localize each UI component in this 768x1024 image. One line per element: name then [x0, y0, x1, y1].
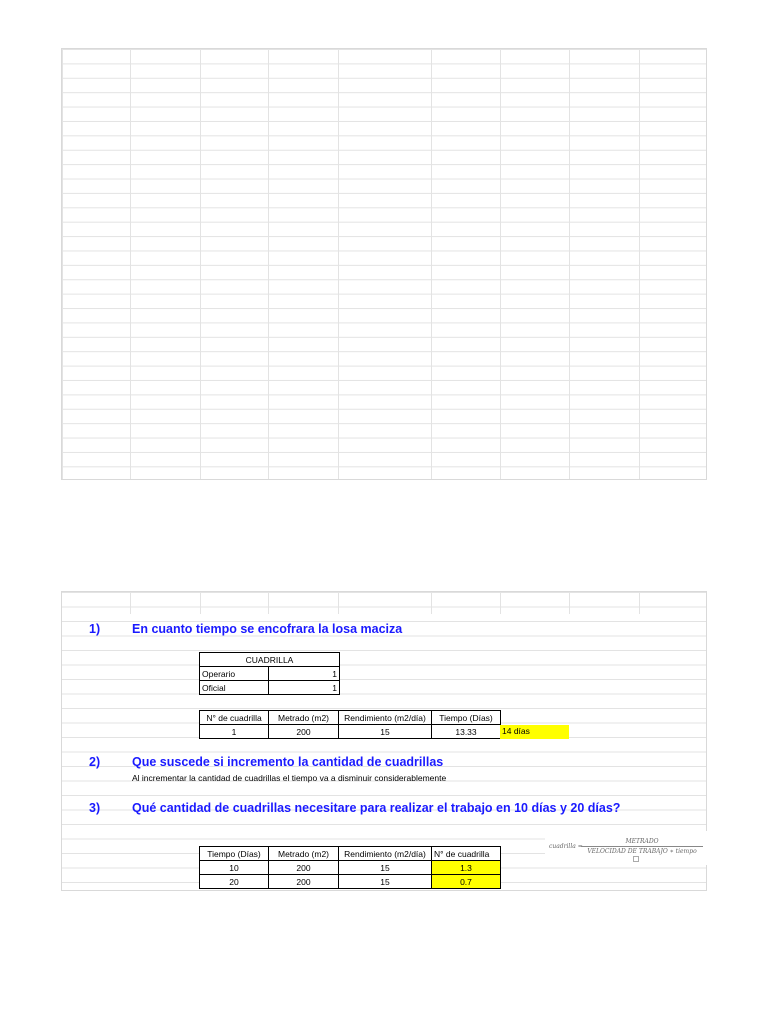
table-row [200, 681, 340, 695]
table-row [200, 667, 340, 681]
result-highlight: 14 días [500, 725, 569, 739]
question-1-number: 1) [89, 622, 101, 636]
cuadrilla-table [199, 652, 340, 695]
table-cell: 15 [339, 861, 432, 875]
table-cell: 15 [339, 875, 432, 889]
column-header: Metrado (m2) [269, 847, 339, 861]
question-1-text: En cuanto tiempo se encofrara la losa maciza [132, 622, 403, 636]
cuadrilla-label: Operario [200, 667, 269, 681]
cuadrilla-value: 1 [269, 667, 340, 681]
formula-lhs: cuadrilla = [549, 843, 583, 850]
table-row [200, 875, 501, 889]
table-header-row [200, 711, 501, 725]
question-3-text: Qué cantidad de cuadrillas necesitare para realizar el trabajo en 10 días y 20 días? [132, 801, 621, 815]
column-header: Metrado (m2) [269, 711, 339, 725]
formula-denominator: VELOCIDAD DE TRABAJO ∗ tiempo [587, 848, 697, 855]
column-header: Rendimiento (m2/día) [339, 711, 432, 725]
highlighted-cell: 0.7 [432, 875, 501, 889]
column-header: N° de cuadrilla [200, 711, 269, 725]
cuadrilla-value: 1 [269, 681, 340, 695]
table-header-row [200, 847, 501, 861]
column-header: Tiempo (Días) [200, 847, 269, 861]
tiempo-table [199, 710, 501, 739]
formula-numerator: METRADO [581, 837, 703, 847]
table-row [200, 861, 501, 875]
cuadrilla-label: Oficial [200, 681, 269, 695]
table-cell: 13.33 [432, 725, 501, 739]
highlighted-cell: 1.3 [432, 861, 501, 875]
column-header: N° de cuadrilla [432, 847, 501, 861]
cuadrilla-formula [545, 833, 707, 863]
formula-placeholder-box [633, 856, 639, 862]
table-cell: 15 [339, 725, 432, 739]
formula-fraction [581, 837, 703, 856]
table-cell: 10 [200, 861, 269, 875]
table-cell: 200 [269, 725, 339, 739]
table-cell: 200 [269, 875, 339, 889]
column-header: Tiempo (Días) [432, 711, 501, 725]
cuadrilla-requerida-table [199, 846, 501, 889]
table-cell: 200 [269, 861, 339, 875]
table-cell: 1 [200, 725, 269, 739]
column-header: Rendimiento (m2/día) [339, 847, 432, 861]
table-cell: 20 [200, 875, 269, 889]
table-row [200, 725, 501, 739]
empty-spreadsheet-grid [61, 48, 707, 480]
cuadrilla-header: CUADRILLA [200, 653, 340, 667]
answer-note: Al incrementar la cantidad de cuadrillas el tiempo va a disminuir considerablemente [132, 773, 447, 783]
question-3-number: 3) [89, 801, 101, 815]
question-2-number: 2) [89, 755, 101, 769]
question-2-text: Que suscede si incremento la cantidad de cuadrillas [132, 755, 444, 769]
